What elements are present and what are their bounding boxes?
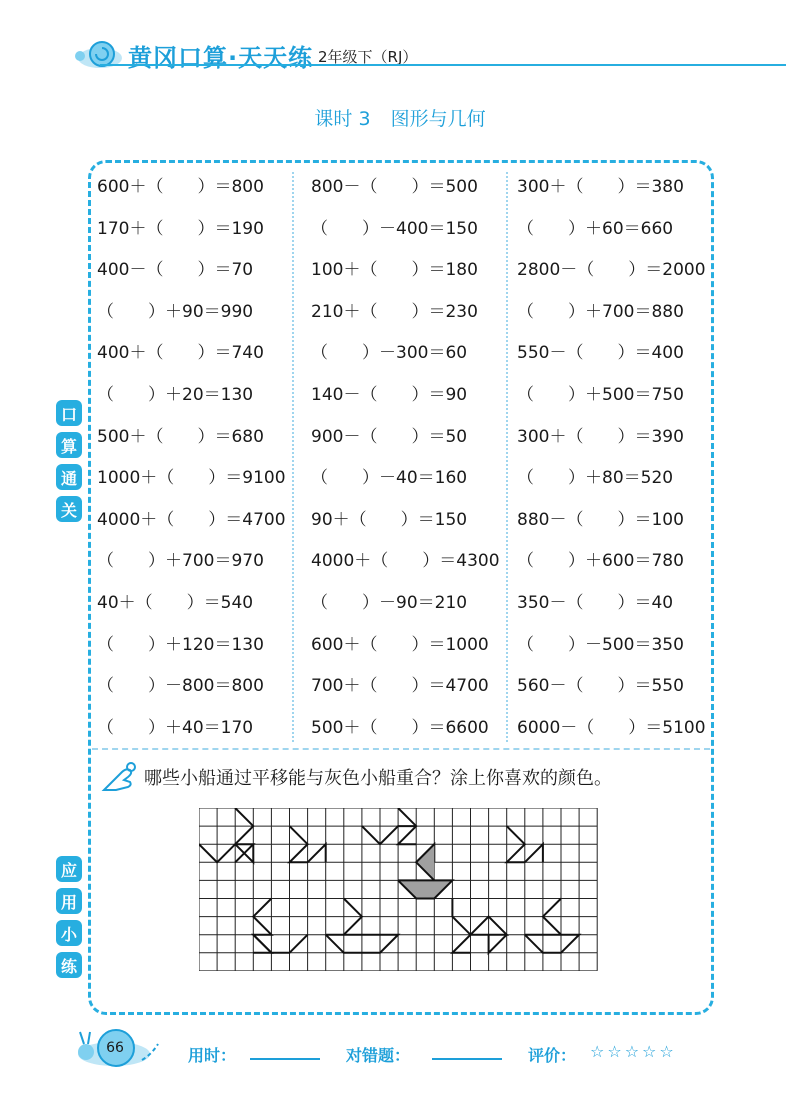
equation-item[interactable]: （ ）－300＝60 bbox=[311, 343, 468, 364]
equation-item[interactable]: （ ）－800＝800 bbox=[97, 676, 264, 697]
equation-item[interactable]: 600＋（ ）＝1000 bbox=[311, 634, 489, 655]
badge-char: 用 bbox=[56, 888, 82, 914]
equation-item[interactable]: 900－（ ）＝50 bbox=[311, 426, 468, 447]
badge-char: 小 bbox=[56, 920, 82, 946]
equation-item[interactable]: 700＋（ ）＝4700 bbox=[311, 676, 489, 697]
equation-item[interactable]: 400＋（ ）＝740 bbox=[97, 343, 264, 364]
equation-item[interactable]: 4000＋（ ）＝4700 bbox=[97, 509, 286, 530]
equation-item[interactable]: 400－（ ）＝70 bbox=[97, 260, 254, 281]
gray-boat-shape[interactable] bbox=[416, 844, 434, 880]
equation-item[interactable]: （ ）＋60＝660 bbox=[517, 218, 674, 239]
equation-item[interactable]: （ ）＋500＝750 bbox=[517, 385, 684, 405]
equation-item[interactable]: （ ）＋40＝170 bbox=[97, 717, 254, 738]
lesson-heading bbox=[0, 104, 800, 131]
lesson-title: 图形与几何 bbox=[390, 108, 486, 130]
question-text: 哪些小船通过平移能与灰色小船重合？涂上你喜欢的颜色。 bbox=[144, 768, 612, 789]
equation-item[interactable]: 4000＋（ ）＝4300 bbox=[311, 551, 500, 572]
pointing-hand-icon bbox=[100, 760, 138, 796]
equation-item[interactable]: 1000＋（ ）＝9100 bbox=[97, 468, 286, 489]
equation-item[interactable]: 350－（ ）＝40 bbox=[517, 593, 674, 613]
equation-item[interactable]: （ ）＋80＝520 bbox=[517, 468, 674, 489]
time-blank[interactable] bbox=[250, 1058, 320, 1060]
section-divider bbox=[92, 748, 710, 750]
equation-item[interactable]: 500＋（ ）＝6600 bbox=[311, 717, 489, 738]
equation-item[interactable]: 170＋（ ）＝190 bbox=[97, 218, 264, 239]
rating-label: 评价： bbox=[528, 1046, 577, 1065]
rating-stars[interactable]: ☆☆☆☆☆ bbox=[590, 1042, 677, 1061]
badge-char: 通 bbox=[56, 464, 82, 490]
boat-shape[interactable] bbox=[489, 935, 507, 953]
equation-item[interactable]: 140－（ ）＝90 bbox=[311, 385, 468, 405]
badge-char: 练 bbox=[56, 952, 82, 978]
equation-item[interactable]: 550－（ ）＝400 bbox=[517, 343, 684, 364]
boat-shape[interactable] bbox=[525, 935, 579, 953]
equation-item[interactable]: 880－（ ）＝100 bbox=[517, 509, 684, 530]
equation-item[interactable]: 560－（ ）＝550 bbox=[517, 676, 684, 697]
column-divider bbox=[292, 172, 294, 742]
grade-label: 2年级下（RJ） bbox=[318, 48, 418, 66]
correct-label: 对错题： bbox=[346, 1046, 411, 1065]
boat-shape[interactable] bbox=[253, 935, 307, 953]
column-divider bbox=[506, 172, 508, 742]
boat-shape[interactable] bbox=[525, 844, 543, 862]
equation-item[interactable]: 300＋（ ）＝390 bbox=[517, 426, 684, 447]
equation-item[interactable]: 600＋（ ）＝800 bbox=[97, 177, 264, 197]
page-number: 66 bbox=[106, 1040, 124, 1056]
badge-char: 算 bbox=[56, 432, 82, 458]
equation-item[interactable]: （ ）－90＝210 bbox=[311, 593, 468, 613]
brand-title: 黄冈口算·天天练 bbox=[128, 44, 314, 72]
equation-item[interactable]: 90＋（ ）＝150 bbox=[311, 509, 468, 530]
badge-char: 口 bbox=[56, 400, 82, 426]
time-label: 用时： bbox=[188, 1046, 237, 1065]
correct-blank[interactable] bbox=[432, 1058, 502, 1060]
equation-item[interactable]: 300＋（ ）＝380 bbox=[517, 177, 684, 197]
equation-item[interactable]: （ ）＋600＝780 bbox=[517, 551, 684, 572]
badge-char: 关 bbox=[56, 496, 82, 522]
equation-item[interactable]: 800－（ ）＝500 bbox=[311, 177, 478, 197]
equation-item[interactable]: 500＋（ ）＝680 bbox=[97, 426, 264, 447]
badge-char: 应 bbox=[56, 856, 82, 882]
equation-item[interactable]: （ ）＋700＝880 bbox=[517, 301, 684, 322]
equation-item[interactable]: 2800－（ ）＝2000 bbox=[517, 260, 706, 281]
lesson-number: 课时 3 bbox=[314, 108, 371, 130]
boat-shape[interactable] bbox=[452, 899, 470, 953]
equation-item[interactable]: （ ）＋90＝990 bbox=[97, 301, 254, 322]
equation-item[interactable]: （ ）－500＝350 bbox=[517, 634, 684, 655]
equation-item[interactable]: （ ）－40＝160 bbox=[311, 468, 468, 489]
gray-boat-shape[interactable] bbox=[398, 880, 452, 898]
equation-item[interactable]: 40＋（ ）＝540 bbox=[97, 593, 254, 613]
app-section-badge bbox=[56, 856, 82, 978]
equation-item[interactable]: 210＋（ ）＝230 bbox=[311, 301, 478, 322]
translation-grid bbox=[199, 808, 604, 971]
header-rule bbox=[100, 64, 786, 66]
boat-shape[interactable] bbox=[308, 844, 326, 862]
equation-item[interactable]: 100＋（ ）＝180 bbox=[311, 260, 478, 281]
calc-section-badge bbox=[56, 400, 82, 522]
equation-item[interactable]: （ ）＋120＝130 bbox=[97, 634, 264, 655]
equation-item[interactable]: （ ）－400＝150 bbox=[311, 218, 478, 239]
equation-item[interactable]: （ ）＋20＝130 bbox=[97, 385, 254, 405]
equation-item[interactable]: （ ）＋700＝970 bbox=[97, 551, 264, 572]
equation-item[interactable]: 6000－（ ）＝5100 bbox=[517, 717, 706, 738]
